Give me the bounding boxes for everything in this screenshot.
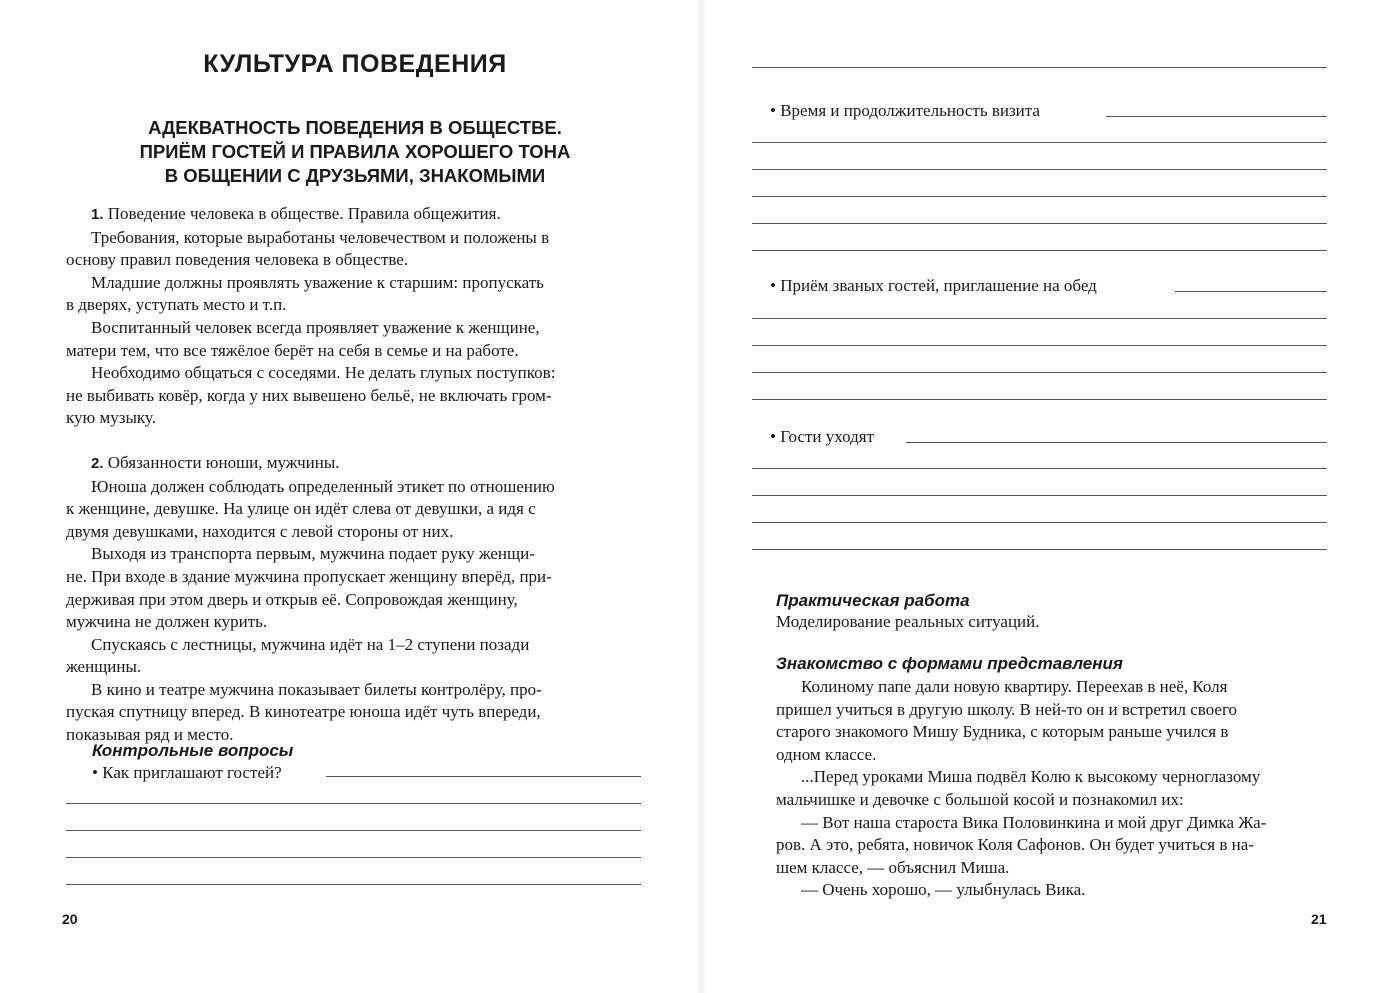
text-line: мальчишке и девочке с большой косой и познакомил их:	[776, 789, 1184, 809]
answer-line[interactable]	[752, 250, 1327, 251]
page-title: КУЛЬТУРА ПОВЕДЕНИЯ	[203, 50, 507, 78]
text-line: ров. А это, ребята, новичок Коля Сафонов. Он будет учиться в на-	[776, 835, 1254, 855]
text-line: Необходимо общаться с соседями. Не делать глупых поступков:	[91, 363, 556, 383]
subtitle-line: ПРИЁМ ГОСТЕЙ И ПРАВИЛА ХОРОШЕГО ТОНА	[139, 141, 571, 162]
acquaintance-body	[776, 676, 1326, 902]
bullet-guest-reception: • Приём званых гостей, приглашение на обед	[770, 276, 1097, 295]
text-line: Юноша должен соблюдать определенный этикет по отношению	[91, 476, 555, 496]
section1-body	[66, 227, 641, 430]
text-line: — Вот наша староста Вика Половинкина и мой друг Димка Жа-	[801, 812, 1267, 832]
answer-line[interactable]	[1175, 291, 1327, 292]
answer-line[interactable]	[752, 196, 1327, 197]
section1-heading-text: Поведение человека в обществе. Правила общежития.	[103, 204, 501, 223]
text-line: женщины.	[66, 657, 142, 677]
answer-line[interactable]	[752, 522, 1327, 523]
text-line: Спускаясь с лестницы, мужчина идёт на 1–2 ступени позади	[91, 634, 530, 654]
text-line: Младшие должны проявлять уважение к старшим: пропускать	[91, 272, 544, 292]
paragraph	[66, 543, 641, 633]
paragraph	[66, 679, 641, 747]
paragraph	[776, 812, 1326, 880]
text-line: к женщине, девушке. На улице он идёт слева от девушки, а идя с	[66, 499, 536, 519]
paragraph	[66, 272, 641, 317]
text-line: пришел учиться в другую школу. В ней-то он и встретил своего	[776, 699, 1237, 719]
section2-heading	[66, 452, 641, 476]
text-line: — Очень хорошо, — улыбнулась Вика.	[801, 880, 1086, 900]
paragraph	[776, 676, 1326, 766]
text-line: ...Перед уроками Миша подвёл Колю к высокому черноглазому	[801, 767, 1261, 787]
text-line: двумя девушками, находится с левой стороны от них.	[66, 521, 454, 541]
answer-line[interactable]	[752, 345, 1327, 346]
section2-number: 2.	[91, 454, 104, 472]
text-line: Колиному папе дали новую квартиру. Переехав в неё, Коля	[801, 677, 1228, 696]
text-line: матери тем, что все тяжёлое берёт на себя в семье и на работе.	[66, 340, 519, 360]
text-line: одном классе.	[776, 744, 877, 764]
section1-heading	[66, 203, 641, 227]
text-line: основу правил поведения человека в обществе.	[66, 250, 409, 270]
answer-line[interactable]	[752, 495, 1327, 496]
text-line: В кино и театре мужчина показывает билеты контролёру, про-	[91, 679, 542, 699]
text-line: не. При входе в здание мужчина пропускает женщину вперёд, при-	[66, 566, 552, 586]
text-line: в дверях, уступать место и т.п.	[66, 295, 287, 315]
answer-line[interactable]	[66, 884, 641, 885]
answer-line[interactable]	[752, 67, 1327, 68]
text-line: мужчина не должен курить.	[66, 612, 268, 632]
left-text-column	[66, 203, 641, 747]
answer-line[interactable]	[66, 830, 641, 831]
paragraph	[66, 476, 641, 544]
text-line: Выходя из транспорта первым, мужчина подает руку женщи-	[91, 544, 535, 564]
answer-line[interactable]	[752, 399, 1327, 400]
paragraph	[776, 879, 1326, 902]
page-number: 21	[1311, 911, 1327, 927]
text-line: кую музыку.	[66, 408, 156, 428]
answer-line[interactable]	[752, 549, 1327, 550]
text-line: держивая при этом дверь и открыв её. Сопровождая женщину,	[66, 589, 518, 609]
paragraph	[66, 317, 641, 362]
control-question: • Как приглашают гостей?	[92, 763, 282, 782]
paragraph	[66, 227, 641, 272]
paragraph	[66, 634, 641, 679]
acquaintance-heading: Знакомство с формами представления	[776, 654, 1123, 673]
paragraph	[66, 362, 641, 430]
subtitle-line: АДЕКВАТНОСТЬ ПОВЕДЕНИЯ В ОБЩЕСТВЕ.	[148, 117, 562, 138]
text-line: показывая ряд и место.	[66, 725, 234, 745]
bullet-visit-time: • Время и продолжительность визита	[770, 101, 1040, 120]
section-subtitle	[70, 116, 640, 188]
subtitle-line: В ОБЩЕНИИ С ДРУЗЬЯМИ, ЗНАКОМЫМИ	[164, 165, 546, 186]
practical-work-heading: Практическая работа	[776, 591, 970, 610]
answer-line[interactable]	[752, 142, 1327, 143]
section1-number: 1.	[91, 206, 104, 223]
section2-heading-text: Обязанности юноши, мужчины.	[103, 452, 340, 472]
answer-line[interactable]	[1106, 116, 1327, 117]
answer-line[interactable]	[66, 803, 641, 804]
text-line: пуская спутницу вперед. В кинотеатре юноша идёт чуть впереди,	[66, 702, 541, 722]
answer-line[interactable]	[752, 318, 1327, 319]
text-line: Воспитанный человек всегда проявляет уважение к женщине,	[91, 317, 540, 337]
text-line: не выбивать ковёр, когда у них вывешено бельё, не включать гром-	[66, 385, 552, 405]
answer-line[interactable]	[752, 169, 1327, 170]
answer-line[interactable]	[752, 372, 1327, 373]
answer-line[interactable]	[906, 442, 1327, 443]
text-line: Требования, которые выработаны человечеством и положены в	[91, 227, 550, 247]
answer-line[interactable]	[66, 857, 641, 858]
page-number: 20	[62, 911, 78, 927]
text-line: старого знакомого Мишу Будника, с которым раньше учился в	[776, 722, 1229, 742]
control-questions-heading: Контрольные вопросы	[92, 741, 294, 760]
answer-line[interactable]	[752, 223, 1327, 224]
answer-line[interactable]	[326, 776, 641, 777]
practical-work-text: Моделирование реальных ситуаций.	[776, 612, 1040, 631]
bullet-guests-leave: • Гости уходят	[770, 427, 875, 446]
answer-line[interactable]	[752, 468, 1327, 469]
paragraph	[776, 766, 1326, 811]
section2-body	[66, 476, 641, 747]
text-line: шем классе, — объяснил Миша.	[776, 857, 1010, 877]
